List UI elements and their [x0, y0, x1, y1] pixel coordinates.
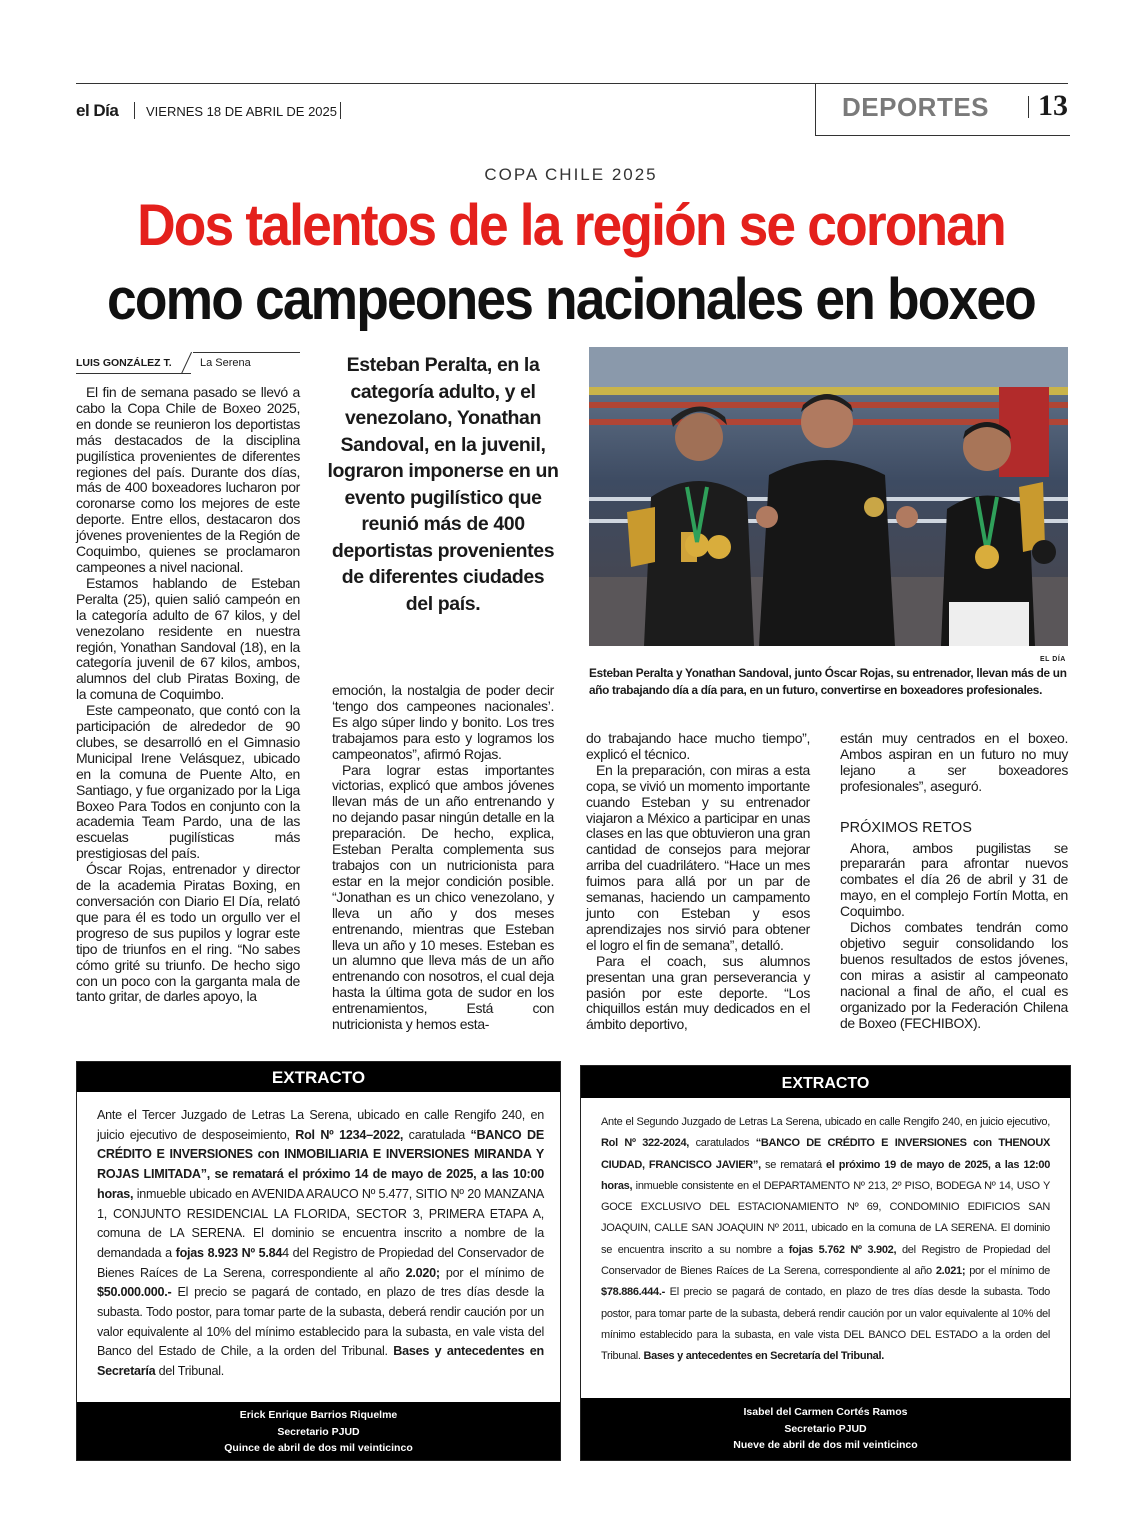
- notice-text: por el mínimo de: [965, 1265, 1050, 1278]
- header-separator: [340, 102, 341, 119]
- notice-text: del Tribunal.: [155, 1364, 225, 1379]
- byline-rule: [193, 352, 300, 353]
- byline-slash: [181, 352, 192, 374]
- notice-text: caratulada: [403, 1127, 471, 1142]
- byline-location: La Serena: [200, 357, 251, 369]
- headline-line-2: como campeones nacionales en boxeo: [107, 267, 1035, 332]
- signer-name: Erick Enrique Barrios Riquelme: [239, 1409, 398, 1421]
- notice-bold-text: Bases y antecedentes en Secretaría: [97, 1344, 545, 1379]
- header-separator: [134, 102, 135, 119]
- notice-bold-text: 2.020;: [405, 1265, 440, 1280]
- notice-signature: [77, 1402, 560, 1460]
- notice-text: El precio se pagará de contado, en plazo de tres días desde la subasta. Todo postor, para tomar parte de la subasta, deberá rendir caución por un valor equivalente al 10% del mínimo establecido para la subasta, en vale vista DEL BANCO DEL ESTADO a la orden del Tribunal.: [601, 1286, 1050, 1363]
- article-column-3: [586, 731, 810, 1033]
- article-kicker: COPA CHILE 2025: [484, 165, 658, 184]
- notice-signature: [581, 1398, 1070, 1460]
- article-column-2: [332, 683, 554, 1033]
- notice-bold-text: $78.886.444.-: [601, 1286, 665, 1299]
- pull-quote: Esteban Peralta, en la categoría adulto, y el venezolano, Yonathan Sandoval, en la juvenil, lograron imponerse en un evento pugilístico que reunió más de 400 deportistas provenientes de diferentes ciudades del país.: [327, 354, 559, 615]
- paragraph: Para lograr estas importantes victorias, explicó que ambos jóvenes llevan más de un año entrenando y no dejando pasar ningún detalle en la preparación. De hecho, explica, Esteban Peralta complementa sus trabajos con un nutricionista para estar en la mejor condición posible. “Jonathan es un chico venezolano, y lleva un año y dos meses entrenando, mientras que Esteban lleva un año y 10 meses. Esteban es un alumno que lleva más de un año entrenando con nosotros, el cual deja hasta la última gota de sudor en los entrenamientos, Está con nutricionista y hemos esta-: [332, 761, 554, 1033]
- paragraph: Dichos combates tendrán como objetivo seguir consolidando los buenos resultados de estos jóvenes, con miras a asistir al campeonato nacional a final de año, el cual es organizado por la Federación Chilena de Boxeo (FECHIBOX).: [840, 919, 1068, 1031]
- photo-credit: EL DÍA: [1040, 656, 1066, 663]
- paragraph: están muy centrados en el boxeo. Ambos aspiran en un futuro no muy lejano a ser boxeadores profesionales”, aseguró.: [840, 730, 1068, 794]
- headline-line-1: Dos talentos de la región se coronan: [137, 193, 1005, 258]
- header-separator: [1028, 96, 1029, 118]
- notice-bold-text: 2.021;: [935, 1265, 966, 1278]
- article-column-1: [76, 385, 300, 1005]
- notice-text: inmueble ubicado en AVENIDA ARAUCO Nº 5.477, SITIO Nº 20 MANZANA 1, CONJUNTO RESIDENCIAL LA FLORIDA, SECTOR 3, PRIMERA ETAPA A, comuna de LA SERENA. El dominio se encuentra inscrito a nombre de la demandada a: [97, 1186, 544, 1260]
- notice-text: del Registro de Propiedad del Conservador de Bienes Raíces de La Serena, correspondiente al año: [601, 1243, 1050, 1278]
- signature-date: Quince de abril de dos mil veinticinco: [224, 1442, 413, 1454]
- notice-bold-text: “BANCO DE CRÉDITO E INVERSIONES con INMOBILIARIA E INVERSIONES MIRANDA Y ROJAS LIMITADA”, se rematará el próximo 14 de mayo de 2025, a las 10:00 horas,: [97, 1127, 545, 1201]
- subheading: PRÓXIMOS RETOS: [840, 819, 972, 836]
- notice-bold-text: Bases y antecedentes en Secretaría del Tribunal.: [643, 1350, 885, 1363]
- paragraph: emoción, la nostalgia de poder decir ‘tengo dos campeones nacionales’. Es algo súper lindo y bonito. Los tres trabajamos para esto y logramos los campeonatos”, afirmó Rojas.: [332, 682, 554, 762]
- paragraph: Este campeonato, que contó con la participación de alrededor de 90 clubes, se desarrolló en el Gimnasio Municipal Irene Velásquez, ubicado en la comuna de Puente Alto, en Santiago, y fue organizado por la Liga Boxeo Para Todos en conjunto con la academia Team Pardo, una de las escuelas pugilísticas más prestigiosas del país.: [76, 702, 300, 862]
- notice-bold-text: fojas 8.923 Nº 5.84: [175, 1245, 283, 1260]
- signer-role: Secretario PJUD: [784, 1422, 867, 1435]
- notice-bold-text: “BANCO DE CRÉDITO E INVERSIONES con THENOUX CIUDAD, FRANCISCO JAVIER”,: [601, 1137, 1050, 1171]
- notice-bold-text: Rol Nº 1234–2022,: [295, 1127, 404, 1142]
- masthead-logo: el Día: [76, 101, 119, 120]
- paragraph: Estamos hablando de Esteban Peralta (25), quien salió campeón en la categoría adulto de 67 kilos, y del venezolano residente en nuestra región, Yonathan Sandoval (18), en la categoría juvenil de 67 kilos, ambos, alumnos del club Piratas Boxing, de la comuna de Coquimbo.: [76, 574, 300, 703]
- boxers-photo: [589, 347, 1068, 646]
- notice-bold-text: fojas 5.762 Nº 3.902,: [788, 1243, 897, 1256]
- legal-notice-2: [580, 1065, 1071, 1461]
- signer-role: Secretario PJUD: [277, 1425, 360, 1438]
- notice-title: EXTRACTO: [77, 1062, 560, 1092]
- notice-text: se rematará: [760, 1158, 827, 1171]
- paragraph: Óscar Rojas, entrenador y director de la academia Piratas Boxing, en conversación con Diario El Día, relató que para él es todo un orgullo ver el progreso de sus pupilos y lograr este tipo de triunfos en el ring. “No sabes cómo grité su triunfo. De hecho sigo con un poco con la garganta mala de tanto gritar, de darles apoyo, la: [76, 861, 300, 1005]
- notice-bold-text: $50.000.000.-: [97, 1285, 172, 1300]
- signature-date: Nueve de abril de dos mil veinticinco: [733, 1439, 918, 1451]
- notice-text: por el mínimo de: [439, 1265, 545, 1280]
- notice-body: [601, 1112, 1050, 1368]
- notice-text: inmueble consistente en el DEPARTAMENTO Nº 213, 2º PISO, BODEGA Nº 14, USO Y GOCE EXCLUSIVO DEL ESTACIONAMIENTO Nº 69, CONDOMINIO EDIFICIOS SAN JOAQUIN, CALLE SAN JOAQUIN Nº 2011, ubicado en la comuna de LA SERENA. El dominio se encuentra inscrito a su nombre a: [601, 1179, 1050, 1256]
- paragraph: Para el coach, sus alumnos presentan una gran perseverancia y pasión por este deporte. “Los chiquillos están muy dedicados en el ámbito deportivo,: [586, 952, 810, 1033]
- notice-body: [97, 1106, 544, 1382]
- paragraph: En la preparación, con miras a esta copa, se vivió un momento importante cuando Esteban y su entrenador viajaron a México a participar en unas clases en las que obtuvieron una gran cantidad de consejos para mejorar arriba del cuadrilátero. “Hace un mes fuimos para allá por un par de semanas, haciendo un campamento junto con Esteban y esos aprendizajes nos sirvió para obtener el logro el fin de semana”, detalló.: [586, 761, 810, 953]
- paragraph: Ahora, ambos pugilistas se prepararán para afrontar nuevos combates el día 26 de abril y 31 de mayo, en el complejo Fortín Motta, en Coquimbo.: [840, 839, 1068, 920]
- notice-text: Ante el Segundo Juzgado de Letras La Serena, ubicado en calle Rengifo 240, en juicio ejecutivo,: [601, 1116, 1050, 1128]
- issue-date: VIERNES 18 DE ABRIL DE 2025: [146, 104, 338, 119]
- signer-name: Isabel del Carmen Cortés Ramos: [743, 1406, 908, 1418]
- article-column-4: [840, 731, 1068, 1031]
- notice-text: 4 del Registro de Propiedad del Conservador de Bienes Raíces de La Serena, correspondiente al año: [97, 1245, 544, 1280]
- notice-bold-text: Rol Nº 322-2024,: [601, 1137, 690, 1150]
- byline-rule: [76, 373, 191, 374]
- notice-text: El precio se pagará de contado, en plazo de tres días desde la subasta. Todo postor, para tomar parte de la subasta, deberá rendir caución por un valor equivalente al 10% del mínimo establecido para la subasta, en vale vista del Banco del Estado de Chile, a la orden del Tribunal.: [97, 1285, 544, 1359]
- notice-title: EXTRACTO: [581, 1066, 1070, 1098]
- notice-text: Ante el Tercer Juzgado de Letras La Serena, ubicado en calle Rengifo 240, en juicio ejecutivo de desposeimiento,: [97, 1108, 544, 1142]
- paragraph: do trabajando hace mucho tiempo”, explicó el técnico.: [586, 730, 810, 762]
- legal-notice-1: [76, 1061, 561, 1461]
- section-name: DEPORTES: [842, 92, 990, 122]
- photo-caption: Esteban Peralta y Yonathan Sandoval, junto Óscar Rojas, su entrenador, llevan más de un año trabajando día a día para, en un futuro, convertirse en boxeadores profesionales.: [589, 666, 1067, 697]
- paragraph: El fin de semana pasado se llevó a cabo la Copa Chile de Boxeo 2025, en donde se reunieron los deportistas más destacados de la disciplina pugilística provenientes de diferentes regiones del país. Durante dos días, más de 400 boxeadores lucharon por coronarse como los mejores de este deporte. Entre ellos, destacaron dos jóvenes provenientes de la Región de Coquimbo, quienes se proclamaron campeones a nivel nacional.: [76, 384, 300, 575]
- page-number: 13: [1038, 89, 1068, 122]
- notice-text: caratulados: [689, 1137, 756, 1150]
- byline-author: LUIS GONZÁLEZ T.: [76, 357, 172, 369]
- notice-bold-text: el próximo 19 de mayo de 2025, a las 12:00 horas,: [601, 1158, 1051, 1192]
